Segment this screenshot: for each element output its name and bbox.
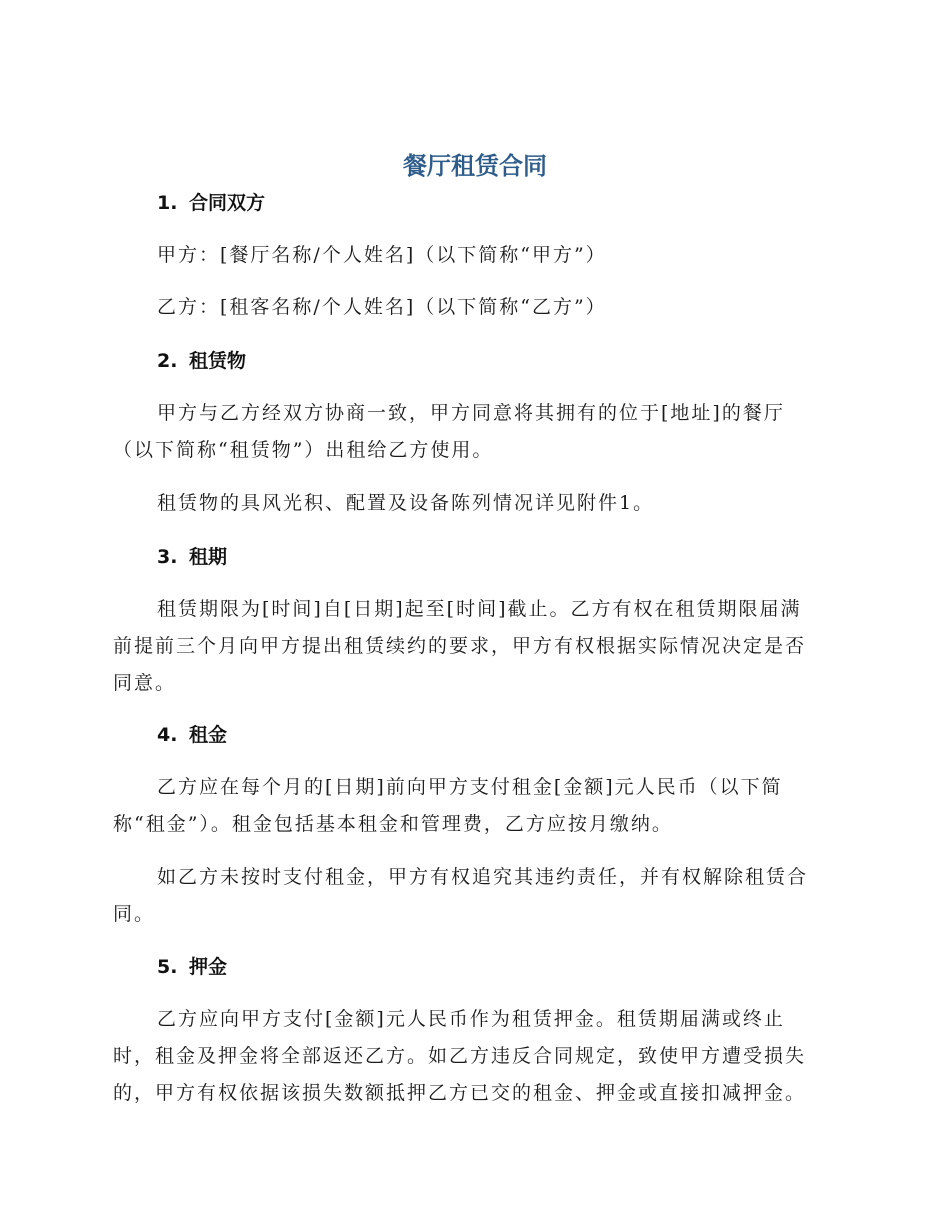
paragraph-line: 甲方：[餐厅名称/个人姓名]（以下简称“甲方”） <box>157 244 607 266</box>
paragraph-line: 租赁物的具风光积、配置及设备陈列情况详见附件1。 <box>157 492 655 514</box>
section-title: 合同双方 <box>189 192 266 214</box>
paragraph-line: 前提前三个月向甲方提出租赁续约的要求，甲方有权根据实际情况决定是否 <box>113 635 807 657</box>
paragraph-line: 乙方：[租客名称/个人姓名]（以下简称“乙方”） <box>157 296 607 318</box>
paragraph-line: 租赁期限为[时间]自[日期]起至[时间]截止。乙方有权在租赁期限届满 <box>157 598 802 620</box>
paragraph-line: 的，甲方有权依据该损失数额抵押乙方已交的租金、押金或直接扣减押金。 <box>113 1082 807 1104</box>
paragraph-line: 甲方与乙方经双方协商一致，甲方同意将其拥有的位于[地址]的餐厅 <box>157 402 785 424</box>
section-title: 租赁物 <box>189 350 247 372</box>
document-title: 餐厅租赁合同 <box>403 152 547 180</box>
paragraph-line: 时，租金及押金将全部返还乙方。如乙方违反合同规定，致使甲方遭受损失 <box>113 1045 807 1067</box>
section-number: 4. <box>157 724 178 746</box>
section-heading-1 <box>157 188 265 215</box>
section-number: 2. <box>157 350 178 372</box>
paragraph-line: 称“租金”）。租金包括基本租金和管理费，乙方应按月缴纳。 <box>113 813 673 835</box>
section-number: 1. <box>157 192 178 214</box>
section-heading-2 <box>157 346 246 373</box>
section-number: 5. <box>157 956 178 978</box>
paragraph-line: 同。 <box>113 903 156 925</box>
section-heading-3 <box>157 542 227 569</box>
paragraph-line: 同意。 <box>113 672 177 694</box>
paragraph-line: 如乙方未按时支付租金，甲方有权追究其违约责任，并有权解除租赁合 <box>157 866 809 888</box>
section-title: 押金 <box>189 956 228 978</box>
paragraph-line: （以下简称“租赁物”）出租给乙方使用。 <box>113 439 494 461</box>
section-heading-4 <box>157 720 227 747</box>
section-title: 租金 <box>189 724 228 746</box>
section-heading-5 <box>157 952 227 979</box>
section-title: 租期 <box>189 546 228 568</box>
section-number: 3. <box>157 546 178 568</box>
paragraph-line: 乙方应在每个月的[日期]前向甲方支付租金[金额]元人民币（以下简 <box>157 776 783 798</box>
paragraph-line: 乙方应向甲方支付[金额]元人民币作为租赁押金。租赁期届满或终止 <box>157 1008 785 1030</box>
